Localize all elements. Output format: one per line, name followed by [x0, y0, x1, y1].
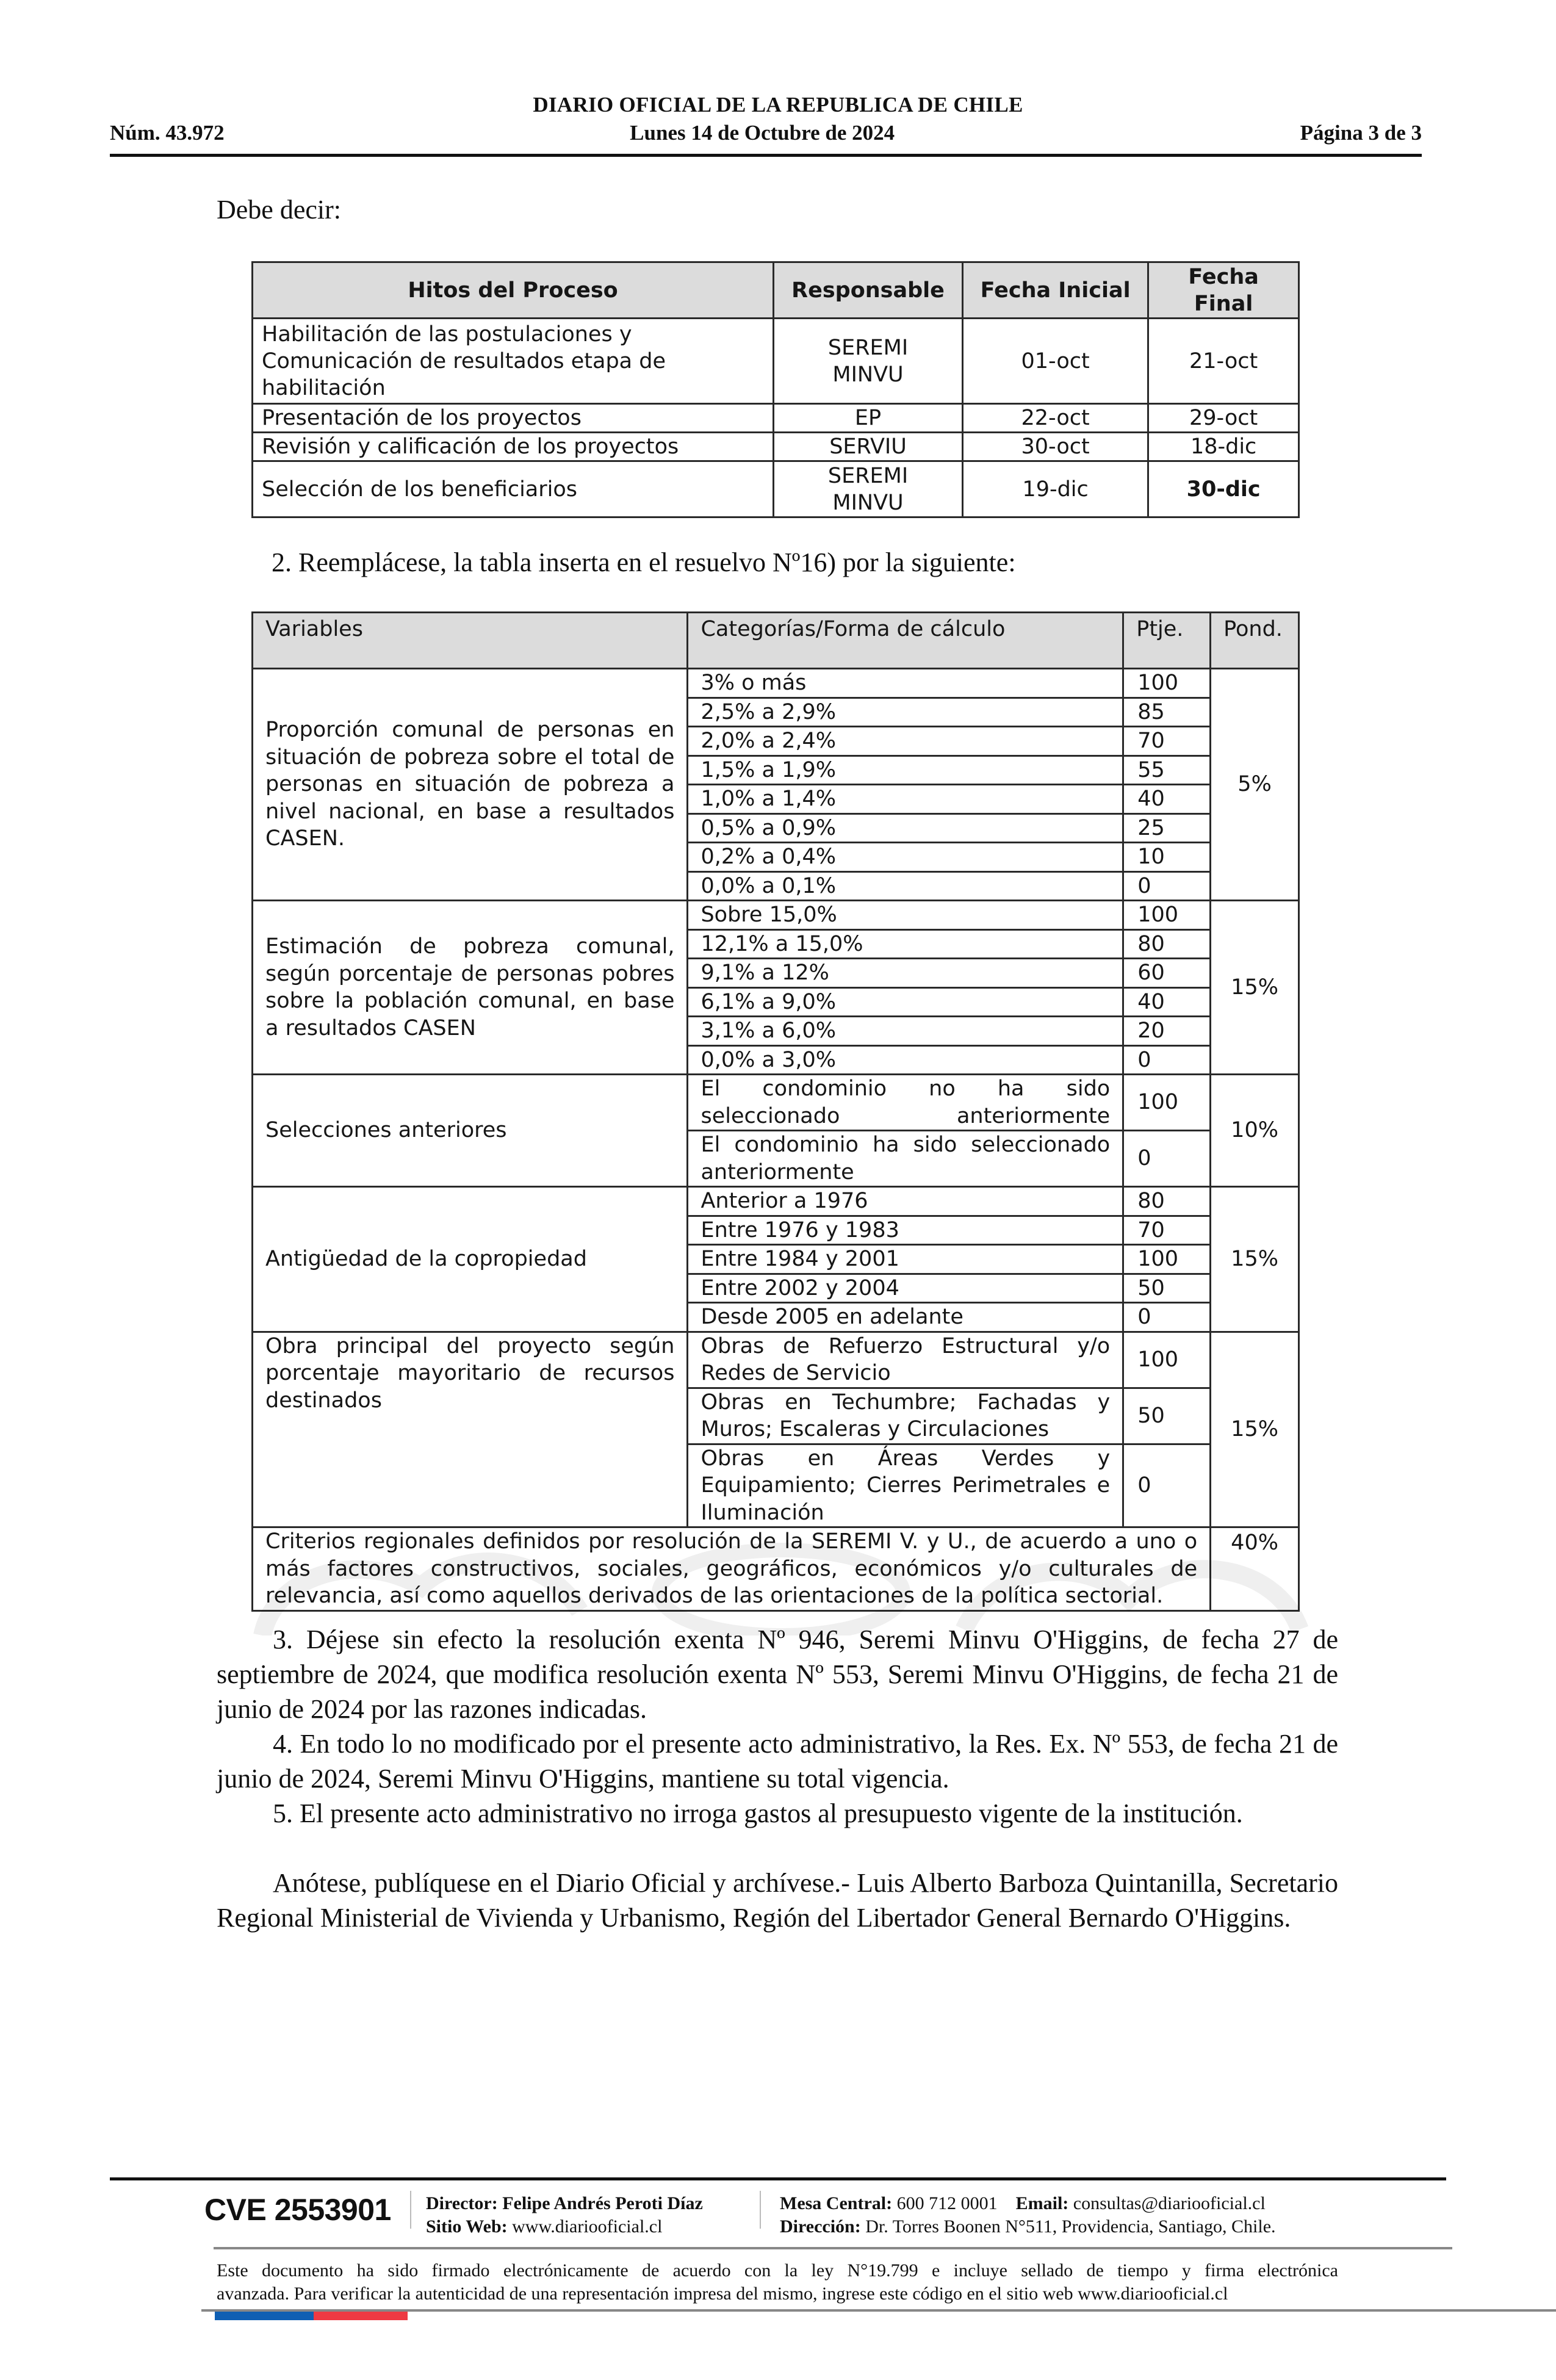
director-label: Director:	[426, 2193, 498, 2213]
table-row	[253, 901, 1299, 930]
paragraph-2: 2. Reemplácese, la tabla inserta en el resuelvo Nº16) por la siguiente:	[272, 547, 1016, 577]
category-cell: Obras en Techumbre; Fachadas y Muros; Escaleras y Circulaciones	[688, 1388, 1123, 1444]
issue-date: Lunes 14 de Octubre de 2024	[630, 121, 895, 145]
director-name: Felipe Andrés Peroti Díaz	[502, 2193, 703, 2213]
weight-cell: 10%	[1211, 1075, 1299, 1187]
score-cell: 70	[1123, 727, 1211, 756]
column-header: Variables	[253, 613, 688, 669]
score-cell: 0	[1123, 1303, 1211, 1332]
paragraph-3	[217, 1622, 1338, 1726]
email-link[interactable]: consultas@diariooficial.cl	[1073, 2193, 1266, 2213]
score-cell: 55	[1123, 755, 1211, 785]
phone-label: Mesa Central:	[780, 2193, 893, 2213]
variable-cell: Proporción comunal de personas en situación de pobreza sobre el total de personas en situación de pobreza a nivel nacional, en base a resultados CASEN.	[253, 669, 688, 901]
category-cell: 3% o más	[688, 669, 1123, 698]
regional-criteria-cell: Criterios regionales definidos por resolución de la SEREMI V. y U., de acuerdo a uno o más factores constructivos, sociales, geográficos, económicos y/o culturales de relevancia, así como aquellos derivados de las orientaciones de la política sectorial.	[253, 1527, 1211, 1611]
category-cell: 3,1% a 6,0%	[688, 1017, 1123, 1046]
score-cell: 40	[1123, 785, 1211, 814]
score-cell: 25	[1123, 813, 1211, 843]
table-row	[253, 433, 1299, 461]
responsible-cell: SEREMI MINVU	[774, 461, 963, 517]
category-cell: 2,5% a 2,9%	[688, 698, 1123, 727]
end-date-cell: 18-dic	[1148, 433, 1299, 461]
score-cell: 0	[1123, 871, 1211, 901]
flag-stripe-blue	[215, 2312, 314, 2320]
address-value: Dr. Torres Boonen N°511, Providencia, Santiago, Chile.	[865, 2216, 1276, 2237]
footer-contact-block	[780, 2192, 1276, 2238]
column-header: Pond.	[1211, 613, 1299, 669]
end-date-cell: 30-dic	[1148, 461, 1299, 517]
start-date-cell: 01-oct	[962, 319, 1148, 404]
score-cell: 50	[1123, 1388, 1211, 1444]
category-cell: Obras de Refuerzo Estructural y/o Redes de Servicio	[688, 1332, 1123, 1388]
score-cell: 80	[1123, 929, 1211, 959]
page-indicator: Página 3 de 3	[1300, 121, 1422, 145]
category-cell: 6,1% a 9,0%	[688, 987, 1123, 1017]
variable-cell: Estimación de pobreza comunal, según porcentaje de personas pobres sobre la población comunal, en base a resultados CASEN	[253, 901, 688, 1075]
footer-divider	[410, 2191, 411, 2229]
score-cell: 100	[1123, 901, 1211, 930]
end-date-cell: 29-oct	[1148, 404, 1299, 433]
intro-text: Debe decir:	[217, 195, 341, 225]
category-cell: Entre 2002 y 2004	[688, 1274, 1123, 1303]
category-cell: 1,0% a 1,4%	[688, 785, 1123, 814]
email-label: Email:	[1015, 2193, 1069, 2213]
column-header: Categorías/Forma de cálculo	[688, 613, 1123, 669]
category-cell: El condominio ha sido seleccionado anteriormente	[688, 1131, 1123, 1187]
footer-divider	[760, 2191, 761, 2229]
score-cell: 40	[1123, 987, 1211, 1017]
category-cell: 0,0% a 3,0%	[688, 1045, 1123, 1075]
column-header: Fecha Inicial	[962, 262, 1148, 319]
column-header: Hitos del Proceso	[253, 262, 774, 319]
weight-cell: 15%	[1211, 1187, 1299, 1332]
category-cell	[688, 1075, 1123, 1131]
table-row	[253, 319, 1299, 404]
disclaimer-line: avanzada. Para verificar la autenticidad de una representación impresa del mismo, ingrese este código en el sitio web www.diariooficial.cl	[217, 2284, 1228, 2304]
table-header-row	[253, 262, 1299, 319]
milestone-cell: Presentación de los proyectos	[253, 404, 774, 433]
score-cell: 70	[1123, 1216, 1211, 1245]
score-cell: 85	[1123, 698, 1211, 727]
signature-disclaimer	[217, 2259, 1338, 2306]
variable-cell: Selecciones anteriores	[253, 1075, 688, 1187]
scoring-criteria-table	[251, 611, 1300, 1612]
milestone-cell: Selección de los beneficiarios	[253, 461, 774, 517]
footer-rule	[110, 2177, 1446, 2180]
table-row	[253, 1332, 1299, 1388]
paragraph-4-text: 4. En todo lo no modificado por el presente acto administrativo, la Res. Ex. Nº 553, de fecha 21 de junio de 2024, Seremi Minvu O'Higgins, mantiene su total vigencia.	[217, 1729, 1338, 1794]
score-cell: 100	[1123, 1245, 1211, 1274]
score-cell: 0	[1123, 1045, 1211, 1075]
responsible-cell: EP	[774, 404, 963, 433]
disclaimer-line: Este documento ha sido firmado electrónicamente de acuerdo con la ley N°19.799 e incluye sellado de tiempo y firma electrónica	[217, 2260, 1338, 2281]
category-cell: Sobre 15,0%	[688, 901, 1123, 930]
header-rule	[110, 154, 1422, 157]
table-row	[253, 461, 1299, 517]
table-header-row	[253, 613, 1299, 669]
category-cell: Obras en Áreas Verdes y Equipamiento; Cierres Perimetrales e Iluminación	[688, 1444, 1123, 1527]
category-cell: 0,2% a 0,4%	[688, 843, 1123, 872]
column-header: Ptje.	[1123, 613, 1211, 669]
weight-cell: 15%	[1211, 1332, 1299, 1527]
category-cell: Anterior a 1976	[688, 1187, 1123, 1216]
score-cell: 0	[1123, 1444, 1211, 1527]
paragraph-4	[217, 1726, 1338, 1796]
variable-cell: Obra principal del proyecto según porcentaje mayoritario de recursos destinados	[253, 1332, 688, 1527]
score-cell: 100	[1123, 669, 1211, 698]
watermark-emblem-icon	[201, 1538, 1361, 1635]
paragraph-5	[217, 1796, 1338, 1831]
web-label: Sitio Web:	[426, 2216, 508, 2237]
closing-text: Anótese, publíquese en el Diario Oficial y archívese.- Luis Alberto Barboza Quintanilla, Secretario Regional Ministerial de Vivienda y Urbanismo, Región del Libertador General Bernardo O'Higgins.	[217, 1868, 1338, 1933]
score-cell: 10	[1123, 843, 1211, 872]
weight-cell: 5%	[1211, 669, 1299, 901]
newspaper-title: DIARIO OFICIAL DE LA REPUBLICA DE CHILE	[533, 93, 1023, 117]
responsible-cell: SEREMI MINVU	[774, 319, 963, 404]
category-cell: Desde 2005 en adelante	[688, 1303, 1123, 1332]
category-text: El condominio no ha sido seleccionado anteriormente	[701, 1076, 1111, 1128]
score-cell: 0	[1123, 1131, 1211, 1187]
score-cell: 80	[1123, 1187, 1211, 1216]
process-milestones-table	[251, 261, 1300, 518]
category-cell: 2,0% a 2,4%	[688, 727, 1123, 756]
table-row	[253, 1075, 1299, 1131]
end-date-cell: 21-oct	[1148, 319, 1299, 404]
cve-code: CVE 2553901	[204, 2193, 391, 2227]
table-row	[253, 669, 1299, 698]
web-link[interactable]: www.diariooficial.cl	[512, 2216, 663, 2237]
address-label: Dirección:	[780, 2216, 861, 2237]
footer-rule	[214, 2247, 1452, 2249]
table-row	[253, 404, 1299, 433]
variable-cell: Antigüedad de la copropiedad	[253, 1187, 688, 1332]
category-cell: 0,0% a 0,1%	[688, 871, 1123, 901]
score-cell: 100	[1123, 1332, 1211, 1388]
start-date-cell: 30-oct	[962, 433, 1148, 461]
responsible-cell: SERVIU	[774, 433, 963, 461]
milestone-cell: Revisión y calificación de los proyectos	[253, 433, 774, 461]
score-cell: 100	[1123, 1075, 1211, 1131]
flag-stripe-red	[314, 2312, 408, 2320]
column-header: Responsable	[774, 262, 963, 319]
closing-paragraph	[217, 1866, 1338, 1935]
category-cell: 9,1% a 12%	[688, 959, 1123, 988]
category-cell: Entre 1984 y 2001	[688, 1245, 1123, 1274]
column-header: Fecha Final	[1148, 262, 1299, 319]
header-meta-row	[110, 121, 1422, 145]
footer-director-block	[426, 2192, 703, 2238]
category-cell: Entre 1976 y 1983	[688, 1216, 1123, 1245]
category-cell: 12,1% a 15,0%	[688, 929, 1123, 959]
score-cell: 60	[1123, 959, 1211, 988]
milestone-cell: Habilitación de las postulaciones y Comunicación de resultados etapa de habilitación	[253, 319, 774, 404]
paragraph-5-text: 5. El presente acto administrativo no irroga gastos al presupuesto vigente de la institución.	[273, 1798, 1243, 1828]
score-cell: 20	[1123, 1017, 1211, 1046]
issue-number: Núm. 43.972	[110, 121, 225, 145]
phone-value: 600 712 0001	[896, 2193, 998, 2213]
weight-cell: 40%	[1211, 1527, 1299, 1611]
table-row	[253, 1187, 1299, 1216]
start-date-cell: 22-oct	[962, 404, 1148, 433]
weight-cell: 15%	[1211, 901, 1299, 1075]
start-date-cell: 19-dic	[962, 461, 1148, 517]
paragraph-3-text: 3. Déjese sin efecto la resolución exenta Nº 946, Seremi Minvu O'Higgins, de fecha 27 de septiembre de 2024, que modifica resolución exenta Nº 553, Seremi Minvu O'Higgins, de fecha 21 de junio de 2024 por las razones indicadas.	[217, 1625, 1338, 1724]
category-cell: 1,5% a 1,9%	[688, 755, 1123, 785]
score-cell: 50	[1123, 1274, 1211, 1303]
category-cell: 0,5% a 0,9%	[688, 813, 1123, 843]
